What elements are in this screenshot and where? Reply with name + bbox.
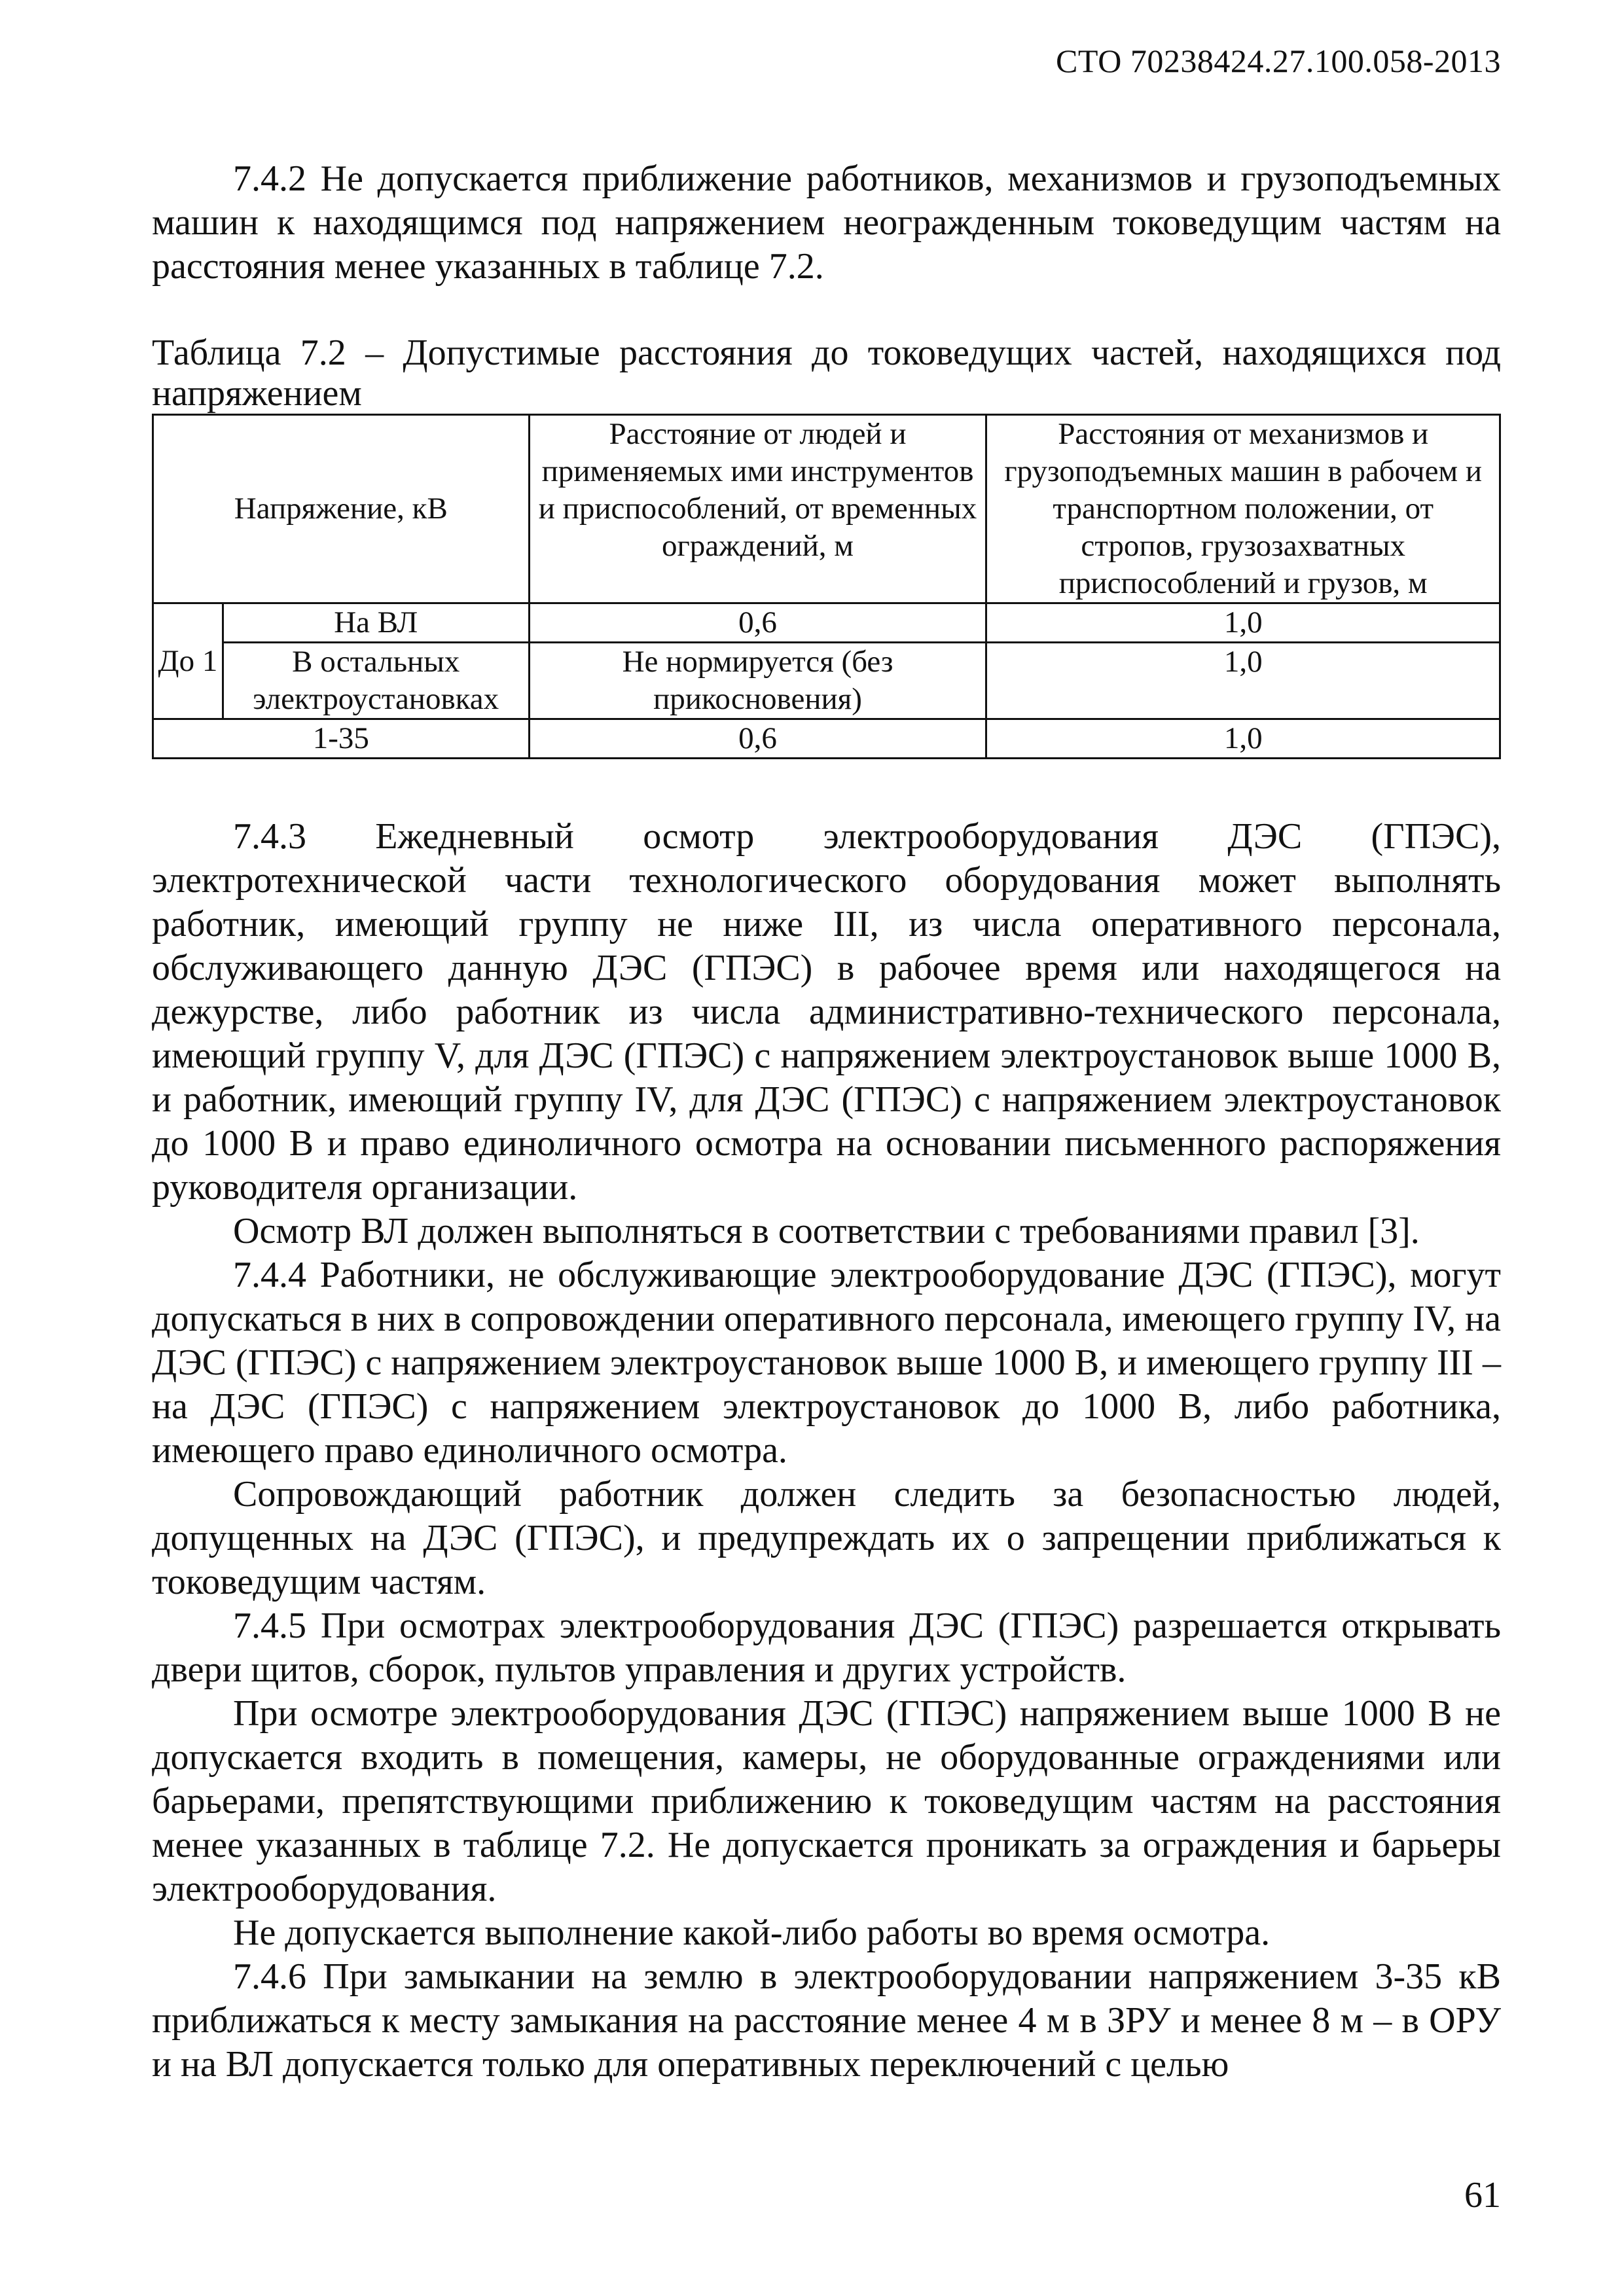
table-section xyxy=(152,332,1501,759)
people-distance-value: 0,6 xyxy=(529,719,986,759)
voltage-label: 1-35 xyxy=(153,719,530,759)
body-section xyxy=(152,815,1501,2087)
paragraph-escort: Сопровождающий работник должен следить за безопасностью людей, допущенных на ДЭС (ГПЭС), и предупреждать их о запрещении приближаться к токоведущим частям. xyxy=(152,1474,1501,1602)
paragraph-7-4-5: 7.4.5 При осмотрах электрооборудования ДЭС (ГПЭС) разрешается открывать двери щитов, сборок, пультов управления и других устройств. xyxy=(152,1605,1501,1690)
machines-distance-value: 1,0 xyxy=(986,643,1500,719)
paragraph-7-4-3: 7.4.3 Ежедневный осмотр электрооборудования ДЭС (ГПЭС), электротехнической части технологического оборудования может выполнять работник, имеющий группу не ниже III, из числа оперативного персонала, обслуживающего данную ДЭС (ГПЭС) в рабочее время или находящегося на дежурстве, либо работник из числа административно-технического персонала, имеющий группу V, для ДЭС (ГПЭС) с напряжением электроустановок выше 1000 В, и работник, имеющий группу IV, для ДЭС (ГПЭС) с напряжением электроустановок до 1000 В и право единоличного осмотра на основании письменного распоряжения руководителя организации. xyxy=(152,816,1501,1208)
paragraph-7-4-6: 7.4.6 При замыкании на землю в электрооборудовании напряжением 3-35 кВ приближаться к месту замыкания на расстояние менее 4 м в ЗРУ и менее 8 м – в ОРУ и на ВЛ допускается только для оперативных переключений с целью xyxy=(152,1956,1501,2085)
paragraph-7-4-2: 7.4.2 Не допускается приближение работников, механизмов и грузоподъемных машин к находящимся под напряжением неогражденным токоведущим частям на расстояния менее указанных в таблице 7.2. xyxy=(152,158,1501,287)
paragraph-vl-inspection: Осмотр ВЛ должен выполняться в соответствии с требованиями правил [3]. xyxy=(233,1211,1420,1251)
header-voltage: Напряжение, кВ xyxy=(153,415,530,603)
page-number: 61 xyxy=(1464,2175,1501,2215)
machines-distance-value: 1,0 xyxy=(986,719,1500,759)
people-distance-value: 0,6 xyxy=(529,603,986,643)
machines-distance-value: 1,0 xyxy=(986,603,1500,643)
table-row xyxy=(153,643,1500,719)
paragraph-7-4-4: 7.4.4 Работники, не обслуживающие электрооборудование ДЭС (ГПЭС), могут допускаться в них в сопровождении оперативного персонала, имеющего группу IV, на ДЭС (ГПЭС) с напряжением электроустановок выше 1000 В, и имеющего группу III – на ДЭС (ГПЭС) с напряжением электроустановок до 1000 В, либо работника, имеющего право единоличного осмотра. xyxy=(152,1255,1501,1471)
voltage-sub-label: В остальных электроустановках xyxy=(223,643,529,719)
people-distance-value: Не нормируется (без прикосновения) xyxy=(529,643,986,719)
table-row xyxy=(153,719,1500,759)
table-header-row xyxy=(153,415,1500,603)
distance-table xyxy=(152,414,1501,759)
paragraph-no-work: Не допускается выполнение какой-либо работы во время осмотра. xyxy=(233,1912,1271,1953)
voltage-sub-label: На ВЛ xyxy=(223,603,529,643)
paragraph-inspection-high-voltage: При осмотре электрооборудования ДЭС (ГПЭС) напряжением выше 1000 В не допускается входить в помещения, камеры, не оборудованные ограждениями или барьерами, препятствующими приближению к токоведущим частям на расстояния менее указанных в таблице 7.2. Не допускается проникать за ограждения и барьеры электрооборудования. xyxy=(152,1693,1501,1909)
table-caption: Таблица 7.2 – Допустимые расстояния до токоведущих частей, находящихся под напряжением xyxy=(152,332,1501,414)
table-row xyxy=(153,603,1500,643)
intro-section xyxy=(152,157,1501,289)
voltage-group-label: До 1 xyxy=(153,603,223,719)
header-machines-distance: Расстояния от механизмов и грузоподъемных машин в рабочем и транспортном положении, от стропов, грузозахватных приспособлений и грузов, м xyxy=(986,415,1500,603)
document-code-header: СТО 70238424.27.100.058-2013 xyxy=(1056,43,1501,79)
header-people-distance: Расстояние от людей и применяемых ими инструментов и приспособлений, от временных ограждений, м xyxy=(529,415,986,603)
